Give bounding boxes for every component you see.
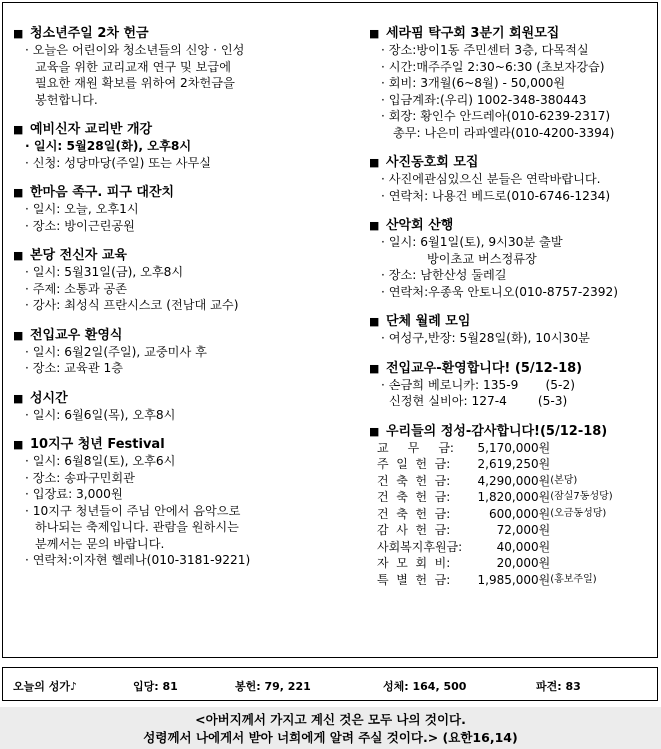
- offering-amount: 40,000원: [496, 539, 551, 554]
- square-bullet-icon: ■: [13, 391, 24, 405]
- section-line: 분께서는 문의 바랍니다.: [35, 536, 165, 551]
- offering-label: 주 일 헌 금:: [377, 457, 451, 471]
- square-bullet-icon: ■: [13, 328, 24, 342]
- section-line: · 일시: 5월28일(화), 오후8시: [25, 139, 192, 153]
- offering-amount: 4,290,000원: [477, 473, 551, 488]
- offering-row: [377, 440, 613, 457]
- offering-amount: 1,985,000원: [477, 572, 551, 587]
- section-title: [13, 436, 353, 453]
- offering-label: 건 축 헌 금:: [377, 473, 451, 488]
- announcement-section: [369, 313, 659, 347]
- offering-label: 교 무 금:: [377, 440, 454, 455]
- offering-note: (홍보주일): [550, 573, 597, 585]
- section-line: · 회비: 3개월(6~8월) - 50,000원: [381, 76, 566, 90]
- section-line: · 일시: 6월2일(주일), 교중미사 후: [25, 344, 207, 359]
- section-line: · 입장료: 3,000원: [25, 487, 123, 501]
- section-title-text: 본당 전신자 교육: [30, 248, 127, 263]
- section-line: · 장소: 방이근린공원: [25, 218, 135, 233]
- section-title: [369, 423, 659, 440]
- hymn-stats-bar: [2, 667, 658, 701]
- offering-amount: 20,000원: [496, 556, 551, 570]
- section-title: [369, 25, 659, 42]
- section-line: 총무: 나은미 라파엘라(010-4200-3394): [393, 125, 615, 140]
- announcement-section: [369, 217, 659, 300]
- section-line: · 일시: 6월6일(목), 오후8시: [25, 407, 176, 422]
- offering-row: [377, 522, 613, 539]
- section-line: · 손금희 베로니카: 135-9 (5-2): [381, 377, 575, 392]
- announcement-section: [13, 184, 353, 234]
- offering-row: [377, 506, 613, 523]
- section-line: · 연락처: 나용건 베드로(010-6746-1234): [381, 188, 611, 203]
- section-line: · 일시: 6월8일(토), 오후6시: [25, 454, 176, 468]
- verse-line-2: 성령께서 나에게서 받아 너희에게 알려 주실 것이다.> (요한16,14): [143, 730, 518, 745]
- section-line: · 일시: 5월31일(금), 오후8시: [25, 265, 184, 279]
- bible-verse: [0, 707, 661, 749]
- square-bullet-icon: ■: [369, 424, 380, 438]
- section-line: · 일시: 오늘, 오후1시: [25, 202, 139, 216]
- announcement-section: [13, 436, 353, 569]
- offering-note: [550, 456, 612, 473]
- section-title: [13, 184, 353, 201]
- section-line: · 일시: 6월1일(토), 9시30분 출발: [381, 235, 563, 249]
- announcement-section: [13, 327, 353, 377]
- square-bullet-icon: ■: [13, 249, 24, 262]
- section-line: · 신청: 성당마당(주일) 또는 사무실: [25, 155, 212, 170]
- section-title: [369, 313, 659, 330]
- section-line: · 연락처:우종욱 안토니오(010-8757-2392): [381, 284, 619, 299]
- offering-row: [377, 473, 613, 490]
- offering-amount: 72,000원: [496, 523, 551, 537]
- verse-line-1: <아버지께서 가지고 계신 것은 모두 나의 것이다.: [195, 712, 466, 727]
- section-line: 봉헌합니다.: [35, 92, 98, 107]
- section-line: · 시간:매주주일 2:30~6:30 (초보자강습): [381, 59, 605, 74]
- section-title-text: 청소년주일 2차 헌금: [30, 26, 149, 41]
- section-title: [13, 121, 353, 138]
- announcement-section: [13, 390, 353, 424]
- section-title-text: 사진동호회 모집: [386, 155, 479, 170]
- section-line: · 사진에관심있으신 분들은 연락바랍니다.: [381, 172, 601, 186]
- square-bullet-icon: ■: [369, 315, 380, 328]
- announcement-section: [13, 247, 353, 314]
- section-title-text: 단체 월례 모임: [386, 314, 471, 329]
- offering-table: [377, 440, 613, 589]
- right-sections: [369, 25, 659, 410]
- section-line: 방이초교 버스정류장: [427, 251, 537, 266]
- section-title: [13, 327, 353, 344]
- section-line: · 장소:방이1동 주민센터 3층, 다목적실: [381, 43, 589, 57]
- bulletin-frame: [2, 2, 658, 658]
- square-bullet-icon: ■: [369, 27, 380, 40]
- offering-amount: 1,820,000원: [477, 490, 551, 504]
- offering-label: 특 별 헌 금:: [377, 572, 451, 587]
- offering-label: 사회복지후원금:: [377, 539, 463, 554]
- square-bullet-icon: ■: [369, 156, 380, 169]
- square-bullet-icon: ■: [369, 361, 380, 375]
- section-line: · 입금계좌:(우리) 1002-348-380443: [381, 92, 587, 107]
- offering-note: [550, 555, 612, 572]
- offering-row: [377, 572, 613, 589]
- offering-label: 감 사 헌 금:: [377, 523, 451, 537]
- section-offering: [369, 423, 659, 589]
- section-title-text: 세라핌 탁구회 3분기 회원모집: [386, 26, 560, 41]
- section-title: [369, 360, 659, 377]
- section-line: · 장소: 교육관 1층: [25, 361, 123, 375]
- section-line: · 장소: 남한산성 둘레길: [381, 268, 507, 282]
- section-title-text: 예비신자 교리반 개강: [30, 122, 153, 137]
- offering-note: [550, 440, 612, 457]
- section-title: [369, 154, 659, 171]
- section-title: [13, 247, 353, 264]
- offering-note: (잠실7동성당): [550, 491, 613, 502]
- offering-label: 자 모 회 비:: [377, 556, 451, 570]
- square-bullet-icon: ■: [369, 219, 380, 232]
- offering-amount: 2,619,250원: [477, 457, 551, 471]
- section-line: 하나되는 축제입니다. 관람을 원하시는: [35, 520, 239, 534]
- section-title-text: 한마음 족구. 피구 대잔치: [30, 185, 175, 200]
- section-line: · 여성구,반장: 5월28일(화), 10시30분: [381, 331, 590, 345]
- section-title-text: 전입교우 환영식: [30, 327, 123, 343]
- section-line: · 오늘은 어린이와 청소년들의 신앙 · 인성: [25, 43, 245, 57]
- section-line: 필요한 재원 확보를 위하여 2차헌금을: [35, 76, 235, 90]
- offertory-hymn: 봉헌: 79, 221: [235, 680, 311, 693]
- section-line: · 회장: 황인수 안드레아(010-6239-2317): [381, 109, 611, 123]
- section-line: · 연락처:이자현 헬레나(010-3181-9221): [25, 553, 251, 567]
- right-column: [369, 25, 659, 601]
- section-line: 신정현 실비아: 127-4 (5-3): [389, 394, 568, 408]
- section-line: 교육을 위한 교리교재 연구 및 보급에: [35, 59, 231, 74]
- offering-amount: 600,000원: [488, 506, 551, 521]
- offering-note: [550, 522, 612, 539]
- square-bullet-icon: ■: [13, 123, 24, 136]
- announcement-section: [369, 25, 659, 141]
- announcement-section: [369, 154, 659, 204]
- announcement-section: [13, 25, 353, 108]
- recessional-hymn: 파견: 83: [536, 680, 581, 693]
- entrance-hymn: 입당: 81: [133, 680, 178, 693]
- offering-label: 건 축 헌 금:: [377, 490, 451, 504]
- song-label: 오늘의 성가♪: [13, 680, 77, 693]
- section-line: · 강사: 최성식 프란시스코 (전남대 교수): [25, 298, 239, 312]
- announcement-section: [13, 121, 353, 171]
- section-line: · 장소: 송파구민회관: [25, 470, 135, 485]
- offering-row: [377, 555, 613, 572]
- offering-note: [550, 539, 612, 556]
- offering-note: (오금동성당): [550, 507, 607, 519]
- offering-row: [377, 456, 613, 473]
- offering-row: [377, 539, 613, 556]
- section-title-text: 성시간: [30, 390, 68, 406]
- square-bullet-icon: ■: [13, 27, 24, 40]
- communion-hymn: 성체: 164, 500: [383, 680, 467, 693]
- offering-row: [377, 489, 613, 506]
- section-title: [13, 25, 353, 42]
- section-title-text: 10지구 청년 Festival: [30, 437, 165, 452]
- offering-note: (본당): [550, 474, 578, 486]
- offering-label: 건 축 헌 금:: [377, 506, 451, 521]
- section-title-text: 산악회 산행: [386, 218, 454, 233]
- left-column: [13, 25, 353, 582]
- announcement-section: [369, 360, 659, 410]
- square-bullet-icon: ■: [13, 186, 24, 199]
- offering-amount: 5,170,000원: [477, 440, 551, 455]
- section-title: [13, 390, 353, 407]
- section-line: · 주제: 소통과 공존: [25, 281, 128, 296]
- offering-title: 우리들의 정성-감사합니다!(5/12-18): [386, 423, 608, 439]
- square-bullet-icon: ■: [13, 438, 24, 451]
- section-line: · 10지구 청년들이 주님 안에서 음악으로: [25, 503, 241, 518]
- section-title-text: 전입교우-환영합니다! (5/12-18): [386, 360, 583, 376]
- section-title: [369, 217, 659, 234]
